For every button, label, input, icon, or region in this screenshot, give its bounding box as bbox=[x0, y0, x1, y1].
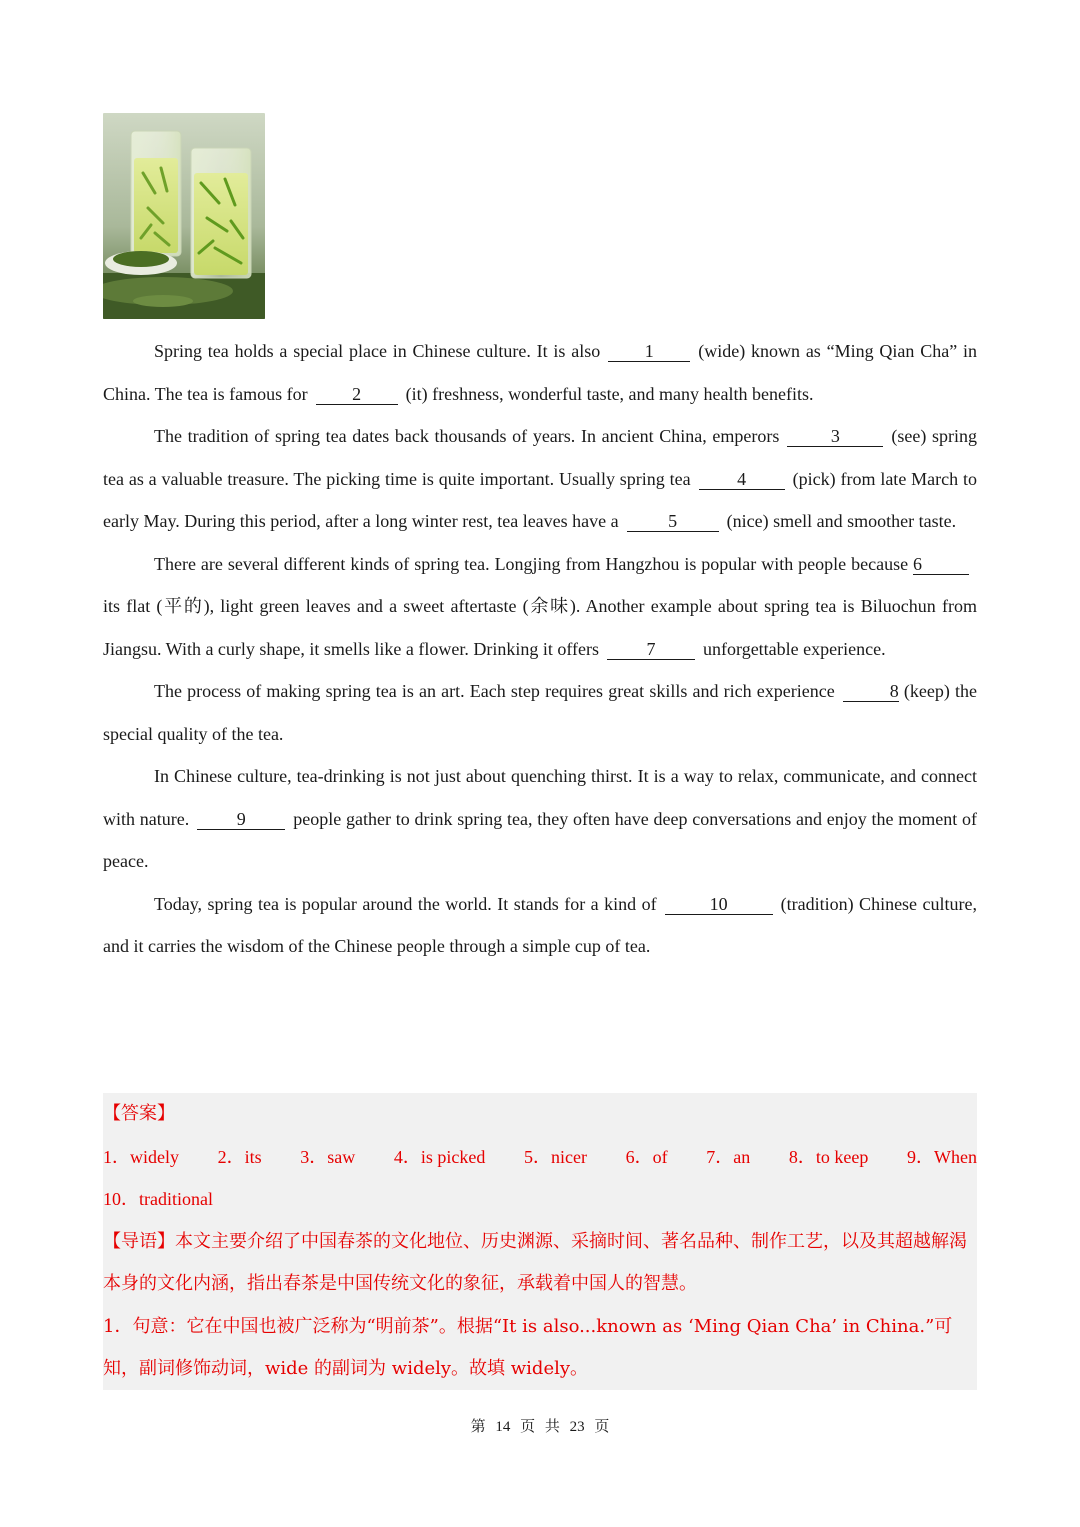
answer-section bbox=[103, 1093, 977, 1390]
passage-text: (tradition) Chinese culture, and it carries the wisdom of the Chinese people through a simple cup of tea. bbox=[103, 893, 977, 956]
explanation-1: 1．句意：它在中国也被广泛称为“明前茶”。根据“It is also...known as ‘Ming Qian Cha’ in China.”可知，副词修饰动词，wide 的副词为 widely。故填 widely。 bbox=[103, 1315, 953, 1379]
passage-text: (see) spring tea as a valuable treasure. The picking time is quite important. Usually spring tea bbox=[103, 426, 977, 489]
guide-label: 【导语】 bbox=[103, 1230, 175, 1252]
passage-text: In Chinese culture, tea-drinking is not just about quenching thirst. It is a way to relax, communicate, and connect with nature. bbox=[103, 766, 977, 829]
passage-text: There are several different kinds of spring tea. Longjing from Hangzhou is popular with people because bbox=[154, 553, 909, 574]
answer-item: 7．an bbox=[706, 1146, 751, 1167]
cloze-passage bbox=[103, 330, 977, 968]
passage-text: Spring tea holds a special place in Chinese culture. It is also bbox=[154, 341, 601, 361]
answer-item: 9．When bbox=[906, 1146, 977, 1167]
paragraph-1 bbox=[103, 330, 977, 415]
answer-list bbox=[103, 1136, 977, 1179]
paragraph-3 bbox=[103, 543, 977, 671]
blank-10: 10 bbox=[665, 894, 773, 915]
passage-text: its flat (平的), light green leaves and a sweet aftertaste (余味). Another example about spring tea is Biluochun from Jiangsu. With a curly shape, it smells like a flower. Drinking it offers bbox=[103, 596, 977, 659]
passage-text: The process of making spring tea is an art. Each step requires great skills and rich experience bbox=[154, 681, 835, 701]
blank-4: 4 bbox=[699, 469, 785, 490]
paragraph-6 bbox=[103, 883, 977, 968]
blank-9: 9 bbox=[197, 809, 285, 830]
green-tea-photo bbox=[103, 113, 265, 319]
passage-text: The tradition of spring tea dates back thousands of years. In ancient China, emperors bbox=[154, 426, 780, 446]
passage-text: (pick) from late March to early May. During this period, after a long winter rest, tea leaves have a bbox=[103, 468, 977, 531]
answer-item: 4．is picked bbox=[393, 1146, 486, 1167]
answer-heading: 【答案】 bbox=[103, 1103, 175, 1124]
blank-8: 8 bbox=[843, 681, 899, 702]
passage-text: unforgettable experience. bbox=[703, 638, 886, 659]
passage-text: (keep) the special quality of the tea. bbox=[103, 681, 977, 744]
answer-item: 6．of bbox=[625, 1146, 668, 1167]
guide-paragraph bbox=[103, 1221, 977, 1306]
blank-6: 6 bbox=[913, 554, 969, 575]
passage-text: (it) freshness, wonderful taste, and many health benefits. bbox=[405, 383, 814, 404]
passage-text: (nice) smell and smoother taste. bbox=[726, 511, 957, 531]
paragraph-5 bbox=[103, 755, 977, 883]
answer-item: 5．nicer bbox=[524, 1146, 587, 1167]
blank-1: 1 bbox=[608, 341, 690, 362]
blank-3: 3 bbox=[787, 426, 883, 447]
answer-item: 3．saw bbox=[300, 1146, 356, 1167]
passage-text: Today, spring tea is popular around the world. It stands for a kind of bbox=[154, 893, 657, 914]
paragraph-2 bbox=[103, 415, 977, 543]
paragraph-4 bbox=[103, 670, 977, 755]
answer-item: 1．widely bbox=[103, 1146, 179, 1167]
guide-text: 本文主要介绍了中国春茶的文化地位、历史渊源、采摘时间、著名品种、制作工艺，以及其超越解渴本身的文化内涵，指出春茶是中国传统文化的象征，承载着中国人的智慧。 bbox=[103, 1230, 967, 1294]
passage-text: (wide) known as “Ming Qian Cha” in China. The tea is famous for bbox=[103, 341, 977, 404]
green-tea-glasses-illustration bbox=[103, 113, 265, 319]
blank-7: 7 bbox=[607, 639, 695, 660]
passage-text: people gather to drink spring tea, they often have deep conversations and enjoy the moment of peace. bbox=[103, 808, 977, 871]
answer-item: 8．to keep bbox=[788, 1146, 869, 1167]
answer-item-10: 10．traditional bbox=[103, 1189, 213, 1209]
blank-2: 2 bbox=[316, 384, 398, 405]
page-footer: 第 14 页 共 23 页 bbox=[470, 1419, 610, 1435]
blank-5: 5 bbox=[627, 511, 719, 532]
answer-item: 2．its bbox=[217, 1146, 262, 1167]
